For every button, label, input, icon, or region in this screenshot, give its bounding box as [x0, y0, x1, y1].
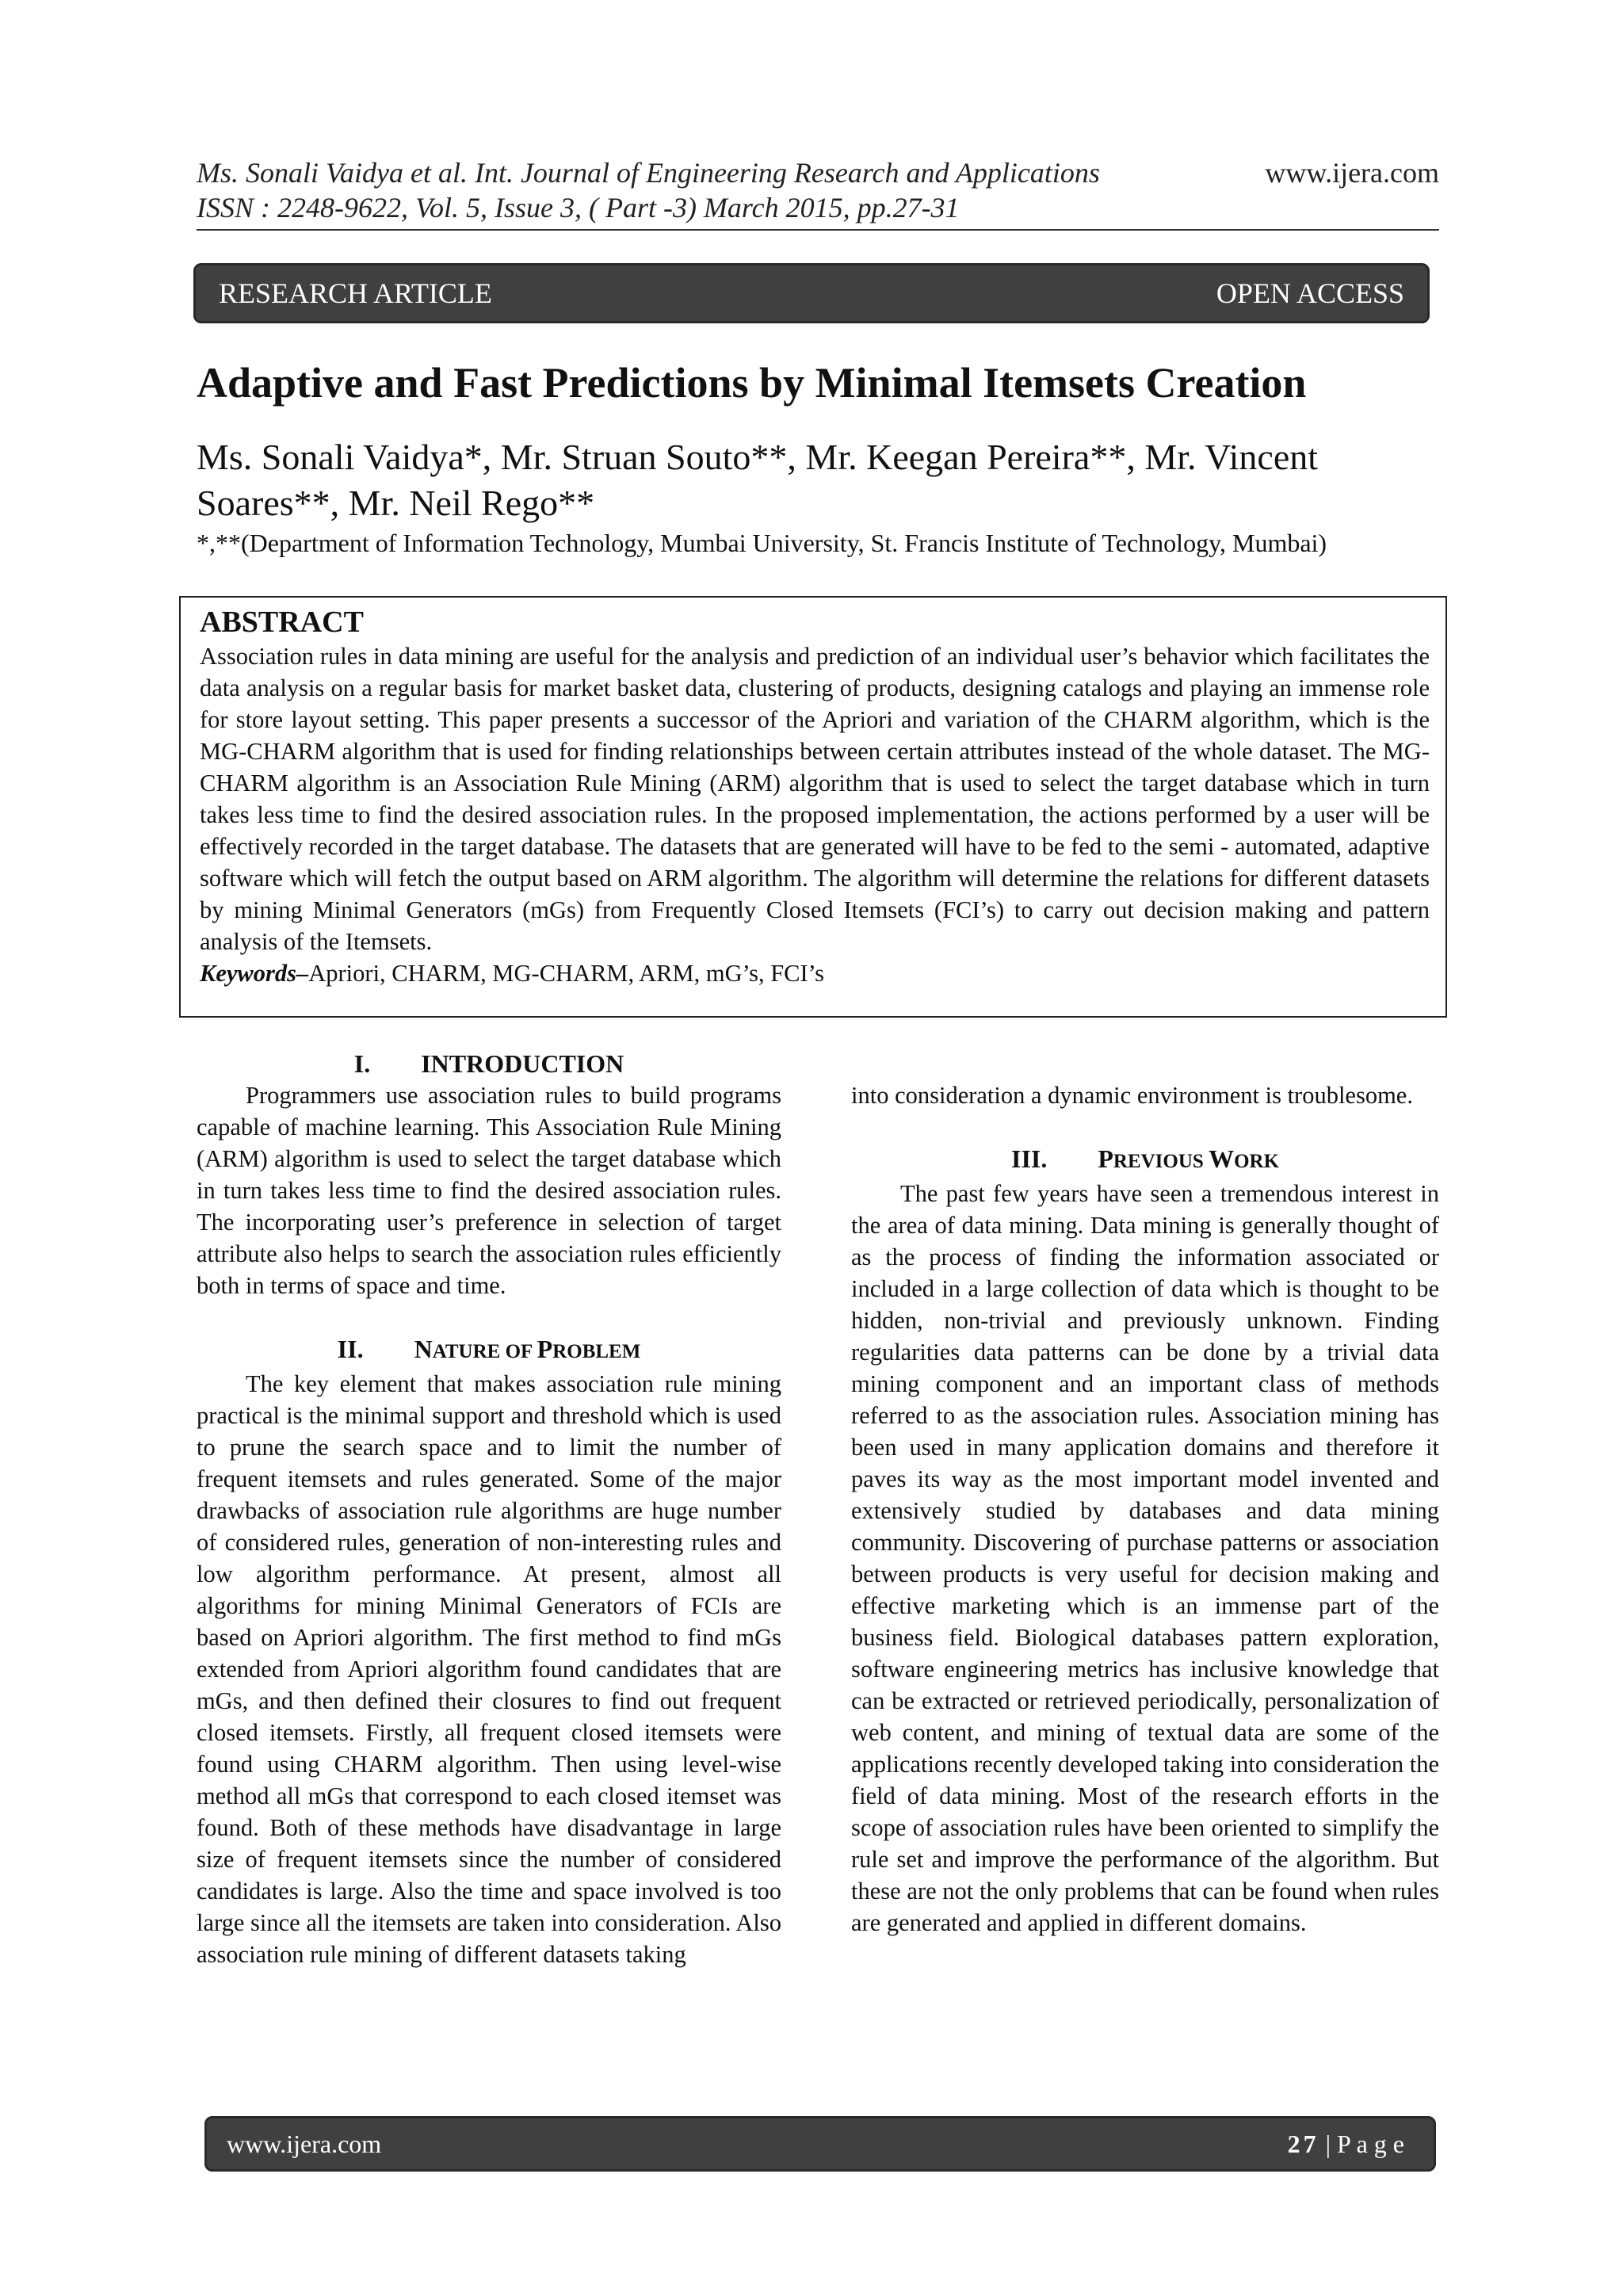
introduction-paragraph: Programmers use association rules to build programs capable of machine learning. This Association Rule Mining (ARM) algorithm is used to select the target database which in turn takes less time to find the desired association rules. The incorporating user’s preference in selection of target attribute also helps to search the association rules efficiently both in terms of space and time. [197, 1082, 781, 1299]
section-number: II. [337, 1335, 364, 1363]
author-list [197, 434, 1449, 526]
article-type-banner [193, 263, 1430, 323]
page-footer [204, 2116, 1436, 2172]
page-label: | P a g e [1325, 2129, 1404, 2158]
left-column [197, 1048, 781, 1970]
nature-of-problem-continuation: into consideration a dynamic environment is troublesome. [851, 1082, 1413, 1109]
header-divider [197, 229, 1439, 231]
keywords-label: Keywords– [200, 960, 309, 987]
keywords-list: Apriori, CHARM, MG-CHARM, ARM, mG’s, FCI’s [308, 960, 825, 987]
authors-line-1: Ms. Sonali Vaidya*, Mr. Struan Souto**, Mr. Keegan Pereira**, Mr. Vincent [197, 437, 1319, 477]
keywords-line [200, 957, 1430, 989]
right-column [851, 1079, 1439, 1939]
affiliation: *,**(Department of Information Technology, Mumbai University, St. Francis Institute of Technology, Mumbai) [197, 529, 1327, 557]
footer-website: www.ijera.com [227, 2129, 382, 2158]
article-type-label: RESEARCH ARTICLE [219, 277, 492, 309]
previous-work-paragraph: The past few years have seen a tremendous interest in the area of data mining. Data mining is generally thought of as the process of finding the information associated or included in a large collection of data which is thought to be hidden, non-trivial and previously unknown. Finding regularities data patterns can be done by a trivial data mining component and an important class of methods referred to as the association rules. Association mining has been used in many application domains and therefore it paves its way as the most important model invented and extensively studied by databases and data mining community. Discovering of purchase patterns or association between products is very useful for decision making and effective marketing which is an immense part of the business field. Biological databases pattern exploration, software engineering metrics has inclusive knowledge that can be extracted or retrieved periodically, personalization of web content, and mining of textual data are some of the applications recently developed taking into consideration the field of data mining. Most of the research efforts in the scope of association rules have been oriented to simplify the rule set and improve the performance of the algorithm. But these are not the only problems that can be found when rules are generated and applied in different domains. [851, 1180, 1439, 1936]
header-website: www.ijera.com [1265, 157, 1439, 189]
abstract-text: Association rules in data mining are useful for the analysis and prediction of an individual user’s behavior which facilitates the data analysis on a regular basis for market basket data, clustering of products, designing catalogs and playing an immense role for store layout setting. This paper presents a successor of the Apriori and variation of the CHARM algorithm, which is the MG-CHARM algorithm that is used for finding relationships between certain attributes instead of the whole dataset. The MG-CHARM algorithm is an Association Rule Mining (ARM) algorithm that is used to select the target database which in turn takes less time to find the desired association rules. In the proposed implementation, the actions performed by a user will be effectively recorded in the target database. The datasets that are generated will have to be fed to the semi - automated, adaptive software which will fetch the output based on ARM algorithm. The algorithm will determine the relations for different datasets by mining Minimal Generators (mGs) from Frequently Closed Itemsets (FCI’s) to carry out decision making and pattern analysis of the Itemsets. [200, 643, 1430, 955]
nature-of-problem-paragraph: The key element that makes association rule mining practical is the minimal support and threshold which is used to prune the search space and to limit the number of frequent itemsets and rules generated. Some of the major drawbacks of association rule algorithms are huge number of considered rules, generation of non-interesting rules and low algorithm performance. At present, almost all algorithms for mining Minimal Generators of FCIs are based on Apriori algorithm. The first method to find mGs extended from Apriori algorithm found candidates that are mGs, and then defined their closures to find out frequent closed itemsets. Firstly, all frequent closed itemsets were found using CHARM algorithm. Then using level-wise method all mGs that correspond to each closed itemset was found. Both of these methods have disadvantage in large size of frequent itemsets since the number of considered candidates is large. Also the time and space involved is too large since all the itemsets are taken into consideration. Also association rule mining of different datasets taking [197, 1370, 782, 1968]
authors-line-2: Soares**, Mr. Neil Rego** [197, 483, 595, 523]
issn-citation: ISSN : 2248-9622, Vol. 5, Issue 3, ( Part -3) March 2015, pp.27-31 [197, 192, 960, 223]
page-indicator [1288, 2130, 1404, 2159]
running-header [197, 155, 1100, 225]
section-number: III. [1010, 1144, 1048, 1173]
page-number: 27 [1287, 2129, 1319, 2158]
section-heading-introduction [197, 1048, 781, 1079]
abstract-heading: ABSTRACT [200, 606, 364, 639]
journal-citation: Ms. Sonali Vaidya et al. Int. Journal of Engineering Research and Applications [197, 157, 1100, 189]
section-number: I. [353, 1049, 371, 1078]
section-title: INTRODUCTION [421, 1049, 624, 1078]
abstract-box [179, 596, 1447, 1018]
access-label: OPEN ACCESS [1216, 277, 1404, 309]
paper-title: Adaptive and Fast Predictions by Minimal Itemsets Creation [197, 359, 1307, 407]
section-heading-previous-work: III. PREVIOUS WORK [1010, 1144, 1280, 1173]
section-heading-nature-of-problem: II. NATURE OF PROBLEM [337, 1335, 641, 1363]
